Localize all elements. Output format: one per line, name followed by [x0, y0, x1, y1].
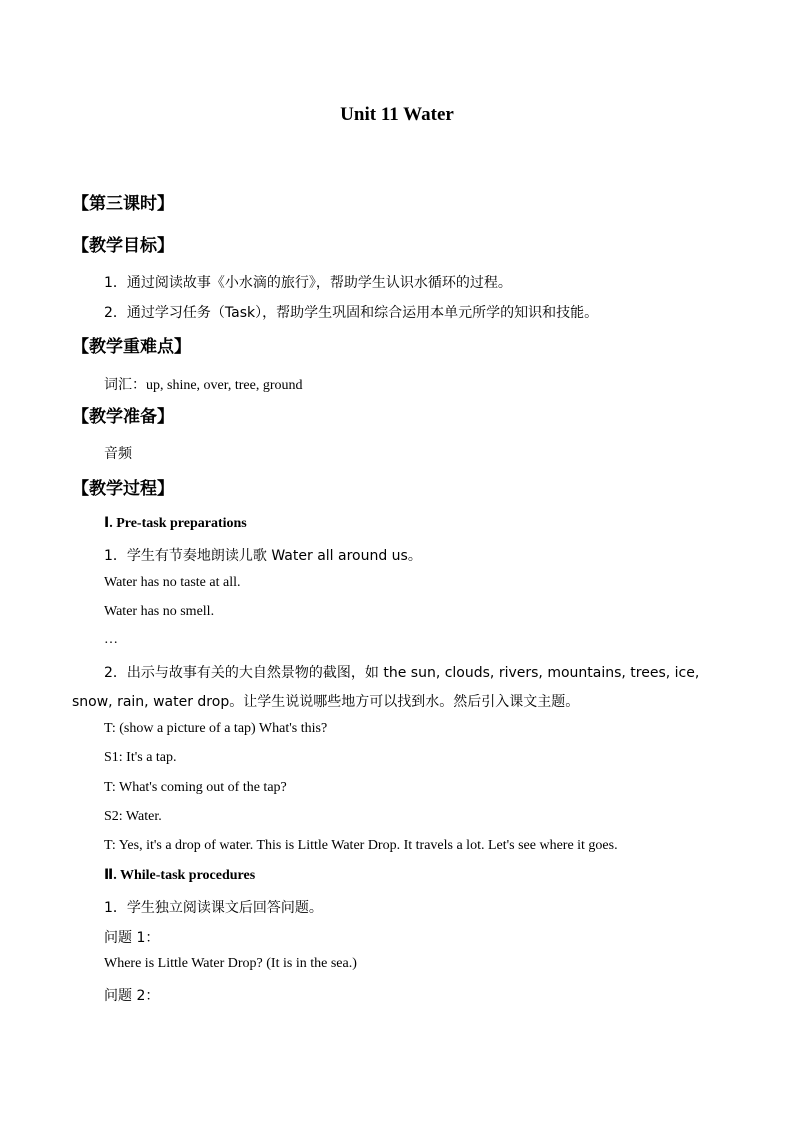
- heading-lesson: 【第三课时】: [72, 194, 174, 214]
- dialogue-line: T: Yes, it's a drop of water. This is Little Water Drop. It travels a lot. Let's see where it goes.: [104, 838, 618, 853]
- objective-1: 1．通过阅读故事《小水滴的旅行》，帮助学生认识水循环的过程。: [104, 275, 512, 291]
- rhyme-line: …: [104, 632, 118, 647]
- stage1-title: Ⅰ. Pre-task preparations: [104, 516, 247, 531]
- dialogue-line: T: (show a picture of a tap) What's this?: [104, 721, 328, 736]
- rhyme-line: Water has no smell.: [104, 604, 215, 619]
- objective-2: 2．通过学习任务（Task），帮助学生巩固和综合运用本单元所学的知识和技能。: [104, 305, 599, 321]
- heading-preparation: 【教学准备】: [72, 407, 174, 427]
- preparation-text: 音频: [104, 446, 132, 462]
- stage1-step2-line2: snow, rain, water drop。让学生说说哪些地方可以找到水。然后引入课文主题。: [72, 694, 580, 710]
- rhyme-line: Water has no taste at all.: [104, 575, 241, 590]
- heading-objectives: 【教学目标】: [72, 236, 174, 256]
- stage2-step1: 1．学生独立阅读课文后回答问题。: [104, 900, 323, 916]
- stage1-step2-line1: 2．出示与故事有关的大自然景物的截图，如 the sun, clouds, rivers, mountains, trees, ice,: [104, 665, 700, 681]
- stage1-step1: 1．学生有节奏地朗读儿歌 Water all around us。: [104, 548, 422, 564]
- dialogue-line: T: What's coming out of the tap?: [104, 780, 287, 795]
- heading-key-points: 【教学重难点】: [72, 337, 191, 357]
- question-1: Where is Little Water Drop? (It is in the sea.): [104, 956, 357, 971]
- dialogue-line: S2: Water.: [104, 809, 162, 824]
- key-points-text: 词汇：up, shine, over, tree, ground: [104, 378, 303, 393]
- question-2-label: 问题 2：: [104, 988, 160, 1004]
- question-1-label: 问题 1：: [104, 930, 160, 946]
- dialogue-line: S1: It's a tap.: [104, 750, 177, 765]
- stage2-title: Ⅱ. While-task procedures: [104, 868, 256, 883]
- page-title: Unit 11 Water: [340, 104, 454, 125]
- heading-process: 【教学过程】: [72, 479, 174, 499]
